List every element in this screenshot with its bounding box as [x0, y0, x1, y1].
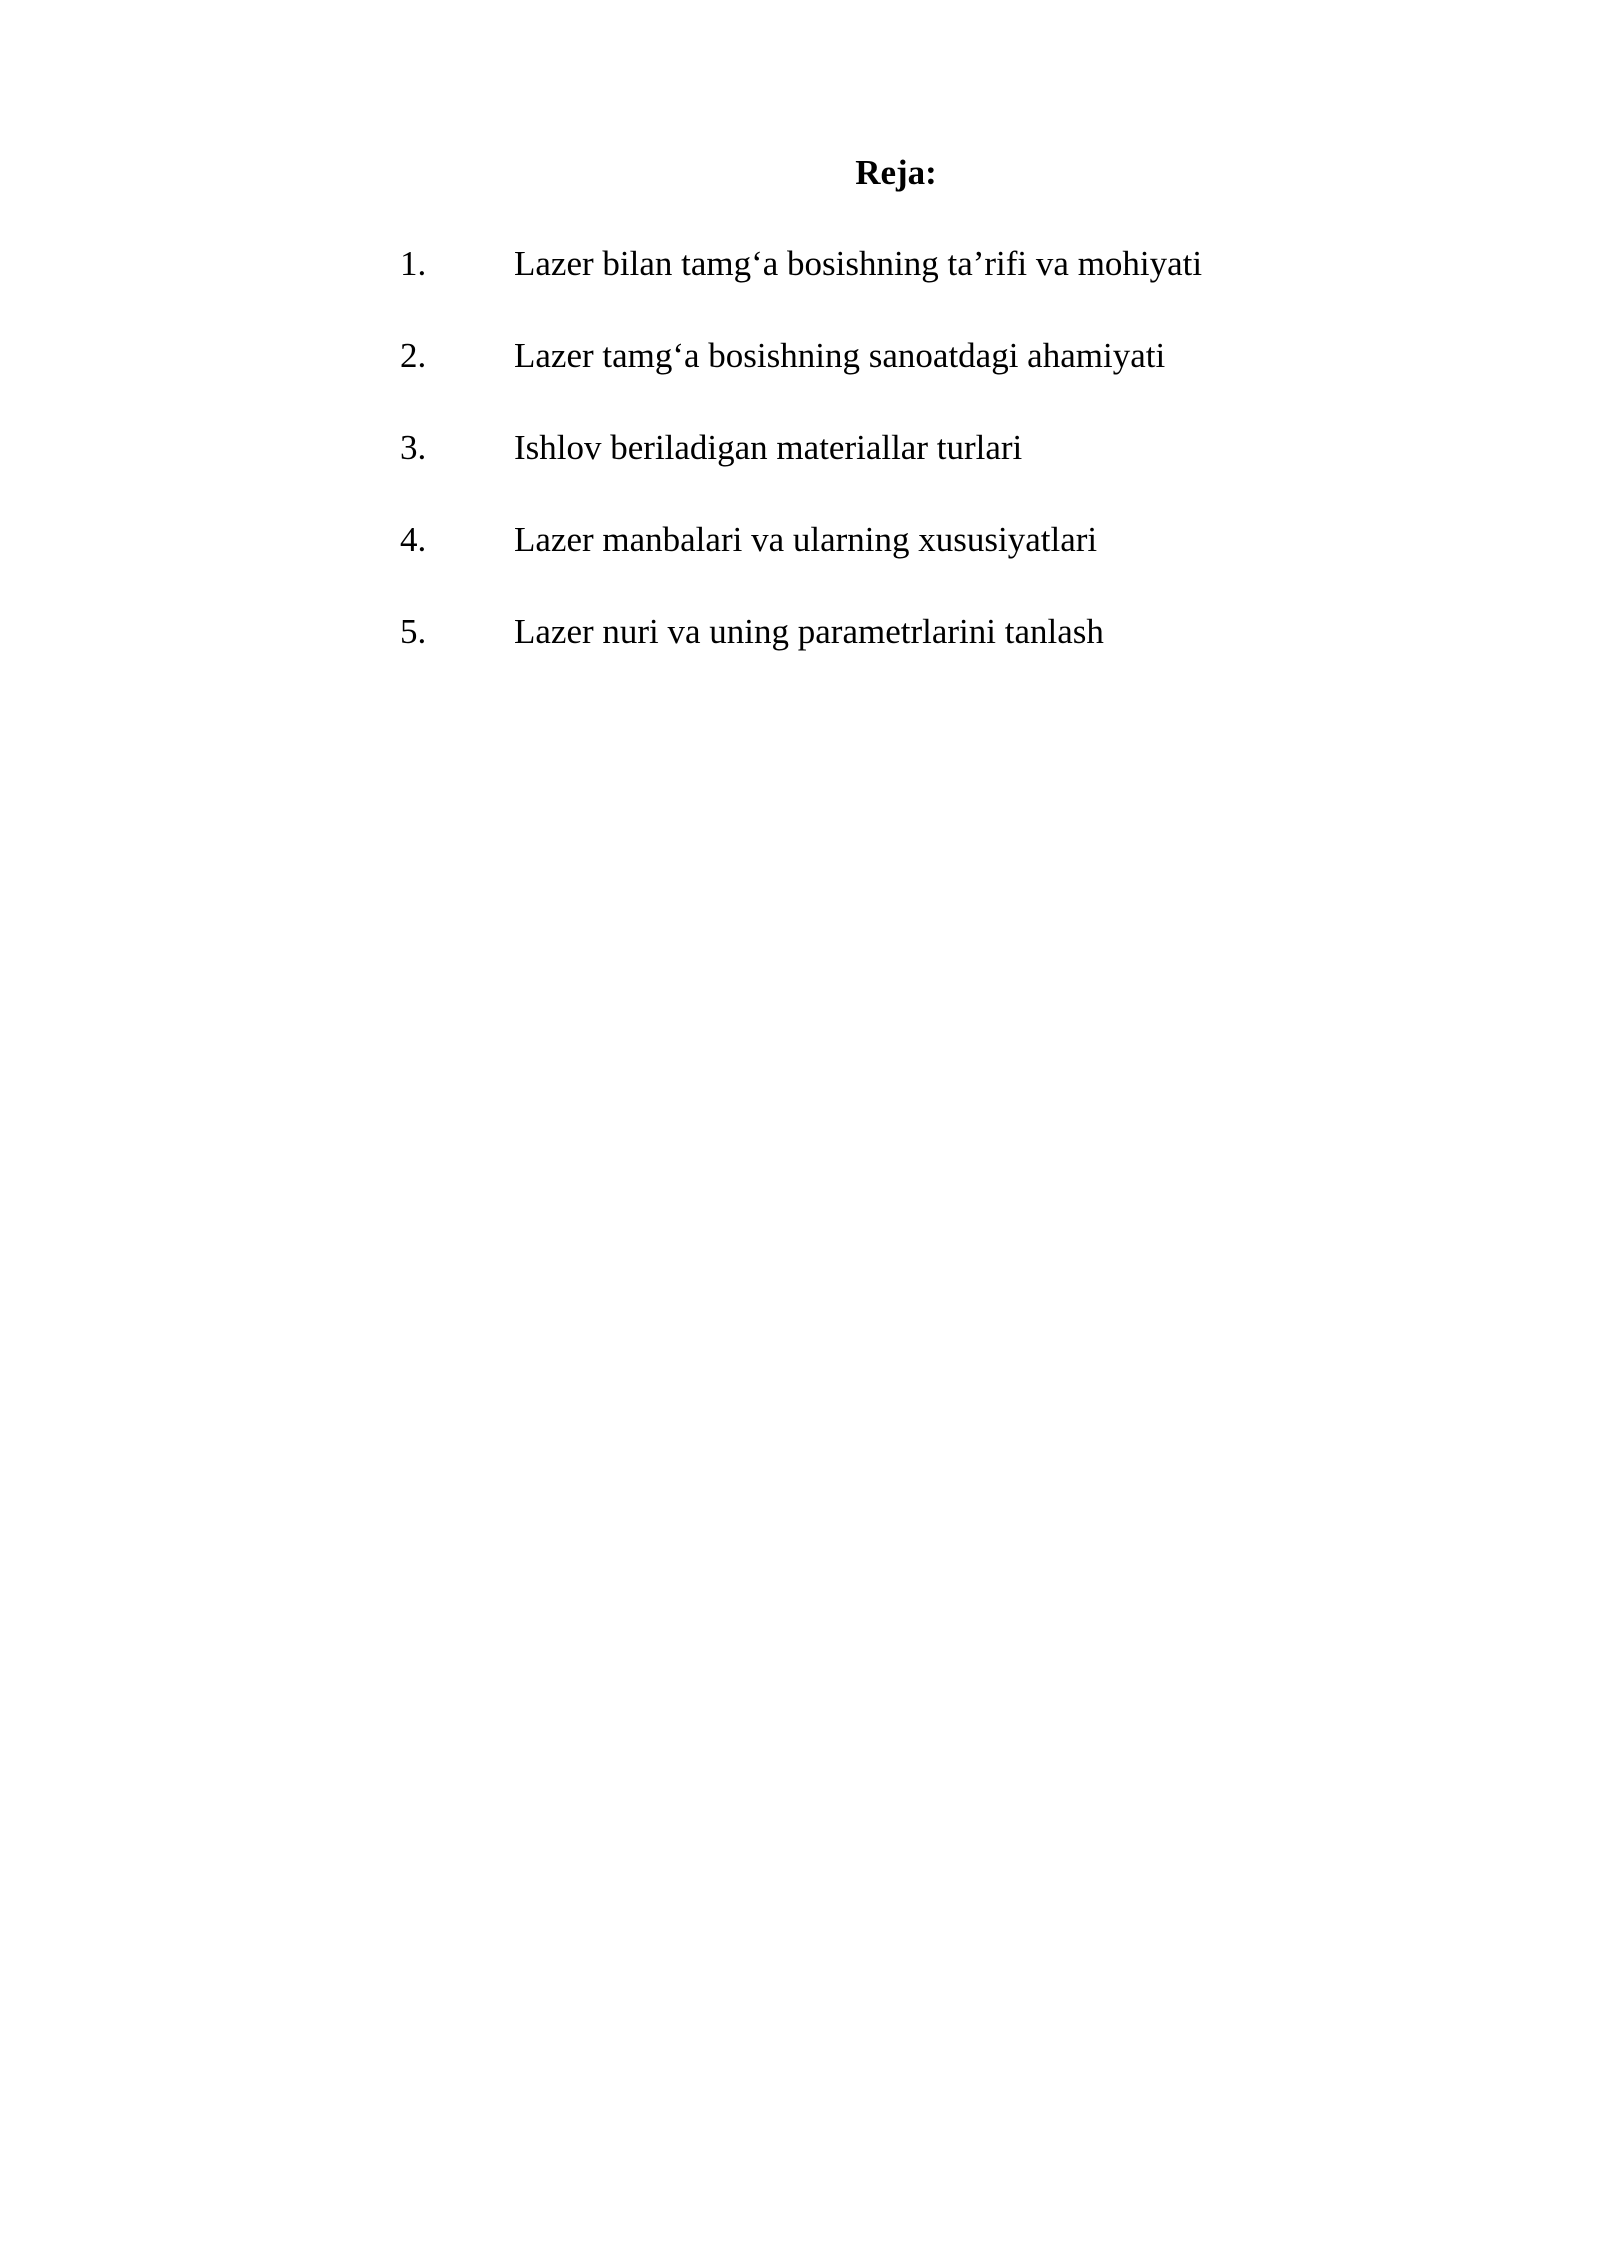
list-item-number: 3. [400, 428, 427, 467]
list-item-text: Ishlov beriladigan materiallar turlari [514, 428, 1023, 467]
list-item-text: Lazer bilan tamg‘a bosishning ta’rifi va mohiyati [514, 244, 1203, 283]
list-item-text: Lazer tamg‘a bosishning sanoatdagi ahamiyati [514, 336, 1166, 375]
list-item-text: Lazer manbalari va ularning xususiyatlari [514, 520, 1098, 559]
list-item-number: 2. [400, 336, 427, 375]
list-item-number: 1. [400, 244, 427, 283]
list-item-number: 5. [400, 612, 427, 651]
list-item-number: 4. [400, 520, 427, 559]
page-title: Reja: [855, 153, 937, 192]
list-item-text: Lazer nuri va uning parametrlarini tanlash [514, 612, 1104, 651]
